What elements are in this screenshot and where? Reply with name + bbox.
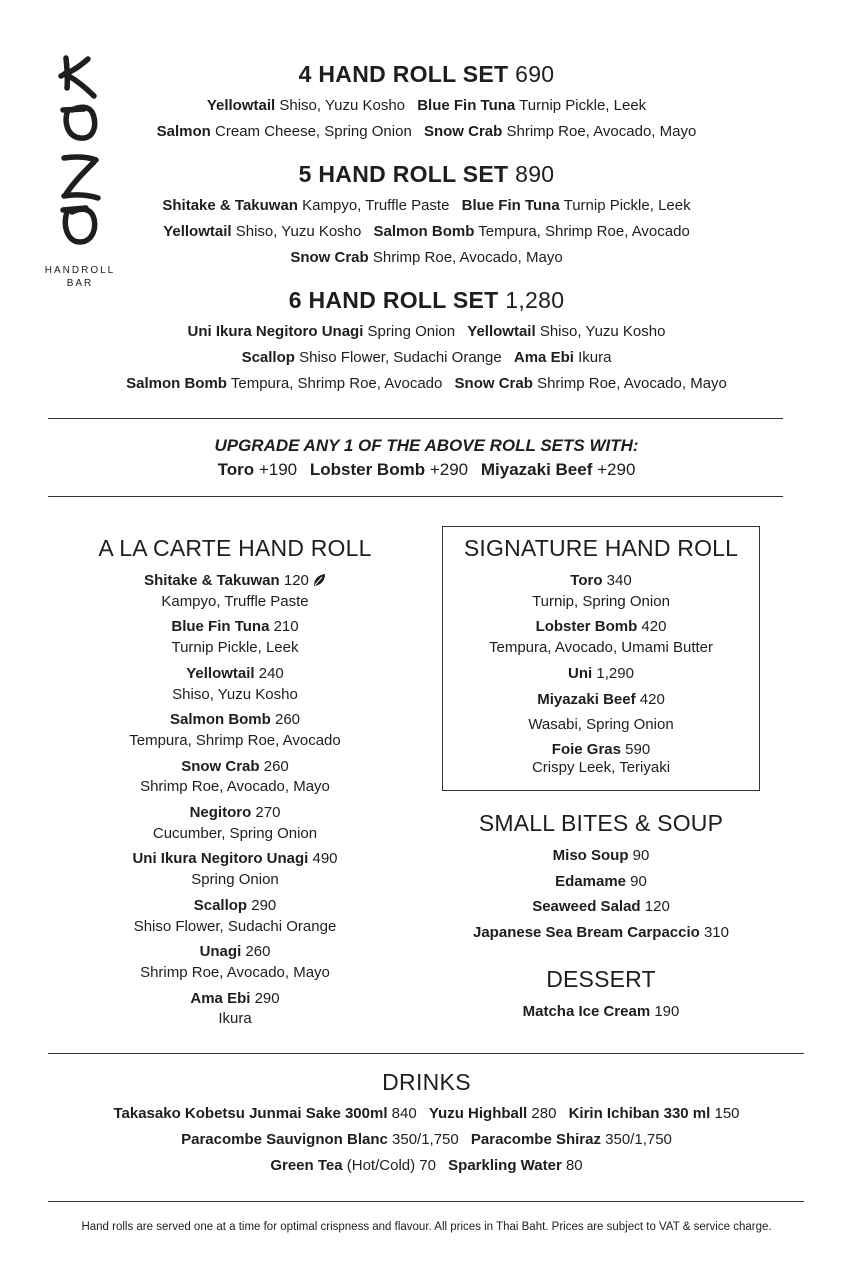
menu-item-name: Seaweed Salad (532, 898, 641, 916)
menu-item (70, 571, 400, 612)
menu-item-name: Edamame (555, 872, 626, 890)
drink-name: Paracombe Sauvignon Blanc (181, 1131, 388, 1148)
upgrade-item-price: +190 (258, 460, 298, 479)
section-title: A LA CARTE HAND ROLL (98, 535, 372, 561)
upgrade-item-name: Toro (217, 460, 255, 479)
menu-item (70, 942, 400, 983)
menu-item (442, 690, 760, 711)
menu-item (70, 803, 400, 844)
menu-item-name: Shitake & Takuwan (144, 572, 280, 589)
menu-item-name: Yellowtail (186, 664, 255, 682)
menu-item (442, 617, 760, 658)
menu-item (70, 664, 400, 705)
menu-item-name: Foie Gras (551, 740, 621, 758)
dessert-section (442, 964, 760, 1023)
menu-item-price: 310 (703, 924, 729, 942)
set-item-desc: Turnip Pickle, Leek (519, 97, 647, 114)
menu-item (70, 989, 400, 1030)
set-item-name: Scallop (241, 349, 295, 366)
leaf-icon (312, 573, 326, 587)
menu-item (442, 846, 760, 867)
menu-item-price: 120 (644, 898, 670, 916)
menu-item (442, 897, 760, 918)
menu-item-price: 90 (632, 847, 650, 864)
menu-item-desc-line (442, 715, 760, 736)
set-item-desc: Cream Cheese, Spring Onion (215, 123, 412, 140)
divider (48, 418, 783, 419)
menu-item (442, 741, 760, 777)
menu-item-price: 120 (283, 572, 309, 589)
set-price: 690 (515, 61, 555, 87)
set-item-name: Blue Fin Tuna (417, 97, 516, 114)
set-item-desc: Ikura (578, 349, 612, 366)
menu-item-price: 590 (625, 740, 651, 758)
set-line (0, 119, 853, 145)
menu-item-name: Uni Ikura Negitoro Unagi (132, 850, 309, 868)
set-line (0, 371, 853, 397)
set-5-hand-roll (0, 159, 853, 271)
menu-item-desc: Wasabi, Spring Onion (528, 716, 674, 734)
menu-item-desc: Kampyo, Truffle Paste (161, 592, 309, 610)
set-item-desc: Turnip Pickle, Leek (563, 197, 691, 214)
upgrade-item-price: +290 (597, 460, 636, 479)
set-item-name: Yellowtail (206, 97, 276, 114)
brand-subtitle-line1: HANDROLL (44, 265, 116, 276)
menu-item (70, 617, 400, 658)
drink-note: (Hot/Cold) (346, 1157, 416, 1174)
set-item-name: Blue Fin Tuna (461, 197, 560, 214)
set-item-name: Salmon Bomb (126, 375, 227, 392)
set-item-name: Salmon (156, 123, 211, 140)
drinks-section (0, 1067, 853, 1179)
menu-item (442, 872, 760, 893)
set-item-desc: Tempura, Shrimp Roe, Avocado (478, 223, 690, 240)
menu-item-name: Uni (568, 664, 593, 682)
drinks-line (0, 1153, 853, 1179)
menu-item-desc: Tempura, Avocado, Umami Butter (489, 639, 713, 657)
menu-item-name: Matcha Ice Cream (522, 1003, 651, 1020)
set-item-desc: Shiso Flower, Sudachi Orange (299, 349, 502, 366)
signature-section (442, 533, 760, 777)
set-price: 890 (515, 161, 555, 187)
set-item-name: Shitake & Takuwan (162, 197, 298, 214)
drink-name: Green Tea (270, 1157, 343, 1174)
set-item-desc: Shrimp Roe, Avocado, Mayo (506, 123, 697, 140)
menu-item-name: Negitoro (189, 804, 252, 822)
drink-name: Sparkling Water (448, 1157, 562, 1174)
set-line (0, 219, 853, 245)
menu-item-desc: Turnip, Spring Onion (532, 592, 670, 610)
small-bites-section (442, 808, 760, 944)
divider (48, 1053, 804, 1054)
menu-item-name: Scallop (193, 896, 248, 914)
upgrade-section (0, 434, 853, 482)
set-item-name: Snow Crab (423, 123, 503, 140)
menu-item-desc: Crispy Leek, Teriyaki (531, 758, 671, 776)
footer-note: Hand rolls are served one at a time for optimal crispness and flavour. All prices in Thai Baht. Prices are subject to VAT & service charge. (81, 1221, 772, 1233)
drink-price: 70 (419, 1157, 436, 1174)
set-title (0, 285, 853, 315)
menu-item-price: 490 (312, 850, 338, 868)
menu-item-price: 1,290 (596, 664, 634, 682)
menu-item-price: 420 (641, 618, 667, 636)
menu-item-name: Miso Soup (552, 847, 629, 864)
set-price: 1,280 (505, 287, 565, 313)
set-item-desc: Shrimp Roe, Avocado, Mayo (537, 375, 727, 392)
menu-item-price: 190 (654, 1003, 680, 1020)
set-item-desc: Spring Onion (367, 323, 456, 340)
drinks-line (0, 1127, 853, 1153)
set-title-text: 6 HAND ROLL SET (288, 287, 499, 313)
drink-price: 280 (531, 1105, 557, 1122)
brand-subtitle-line2: BAR (66, 278, 94, 289)
set-line (0, 245, 853, 271)
set-item-name: Ama Ebi (513, 349, 574, 366)
menu-item-desc: Shiso, Yuzu Kosho (172, 685, 298, 703)
drink-name: Takasako Kobetsu Junmai Sake 300ml (113, 1105, 388, 1122)
menu-item-name: Japanese Sea Bream Carpaccio (473, 924, 700, 942)
upgrade-item-price: +290 (429, 460, 469, 479)
set-6-hand-roll (0, 285, 853, 397)
set-line (0, 319, 853, 345)
set-item-desc: Shiso, Yuzu Kosho (235, 223, 362, 240)
menu-item (70, 710, 400, 751)
divider (48, 1201, 804, 1202)
set-line (0, 345, 853, 371)
set-line (0, 193, 853, 219)
upgrade-heading: UPGRADE ANY 1 OF THE ABOVE ROLL SETS WITH: (214, 436, 639, 455)
menu-item-desc: Tempura, Shrimp Roe, Avocado (129, 731, 341, 749)
drinks-line (0, 1101, 853, 1127)
menu-item-price: 210 (273, 618, 299, 636)
section-title: SMALL BITES & SOUP (478, 810, 724, 836)
set-item-desc: Kampyo, Truffle Paste (302, 197, 450, 214)
menu-item-price: 290 (254, 989, 280, 1007)
divider (48, 496, 783, 497)
drink-name: Yuzu Highball (428, 1105, 528, 1122)
drink-price: 840 (391, 1105, 417, 1122)
set-item-desc: Shiso, Yuzu Kosho (279, 97, 406, 114)
set-item-name: Snow Crab (290, 249, 369, 266)
upgrade-item-name: Miyazaki Beef (480, 460, 593, 479)
menu-item-name: Unagi (199, 943, 242, 961)
set-item-name: Yellowtail (467, 323, 536, 340)
set-item-name: Uni Ikura Negitoro Unagi (187, 323, 364, 340)
menu-item-desc: Spring Onion (191, 871, 279, 889)
set-title-text: 4 HAND ROLL SET (298, 61, 509, 87)
menu-item-name: Blue Fin Tuna (171, 618, 270, 636)
menu-item-desc: Shrimp Roe, Avocado, Mayo (140, 963, 330, 981)
upgrade-item-name: Lobster Bomb (309, 460, 426, 479)
drink-price: 350/1,750 (392, 1131, 459, 1148)
set-item-desc: Shrimp Roe, Avocado, Mayo (372, 249, 563, 266)
section-title: SIGNATURE HAND ROLL (463, 535, 739, 561)
set-item-name: Snow Crab (454, 375, 533, 392)
set-item-name: Yellowtail (163, 223, 232, 240)
menu-item-price: 270 (255, 804, 281, 822)
menu-item-desc: Turnip Pickle, Leek (171, 639, 299, 657)
set-item-desc: Tempura, Shrimp Roe, Avocado (230, 375, 443, 392)
menu-item-price: 290 (251, 896, 277, 914)
set-title-text: 5 HAND ROLL SET (298, 161, 509, 187)
drink-price: 150 (714, 1105, 740, 1122)
a-la-carte-section (70, 533, 400, 1030)
menu-item-name: Miyazaki Beef (537, 690, 636, 708)
menu-item-desc: Shrimp Roe, Avocado, Mayo (140, 778, 330, 796)
menu-item-price: 260 (263, 757, 289, 775)
menu-item-name: Lobster Bomb (535, 618, 638, 636)
menu-item (442, 923, 760, 944)
menu-item-price: 340 (606, 572, 632, 589)
drink-price: 80 (565, 1157, 583, 1174)
menu-item-name: Ama Ebi (190, 989, 251, 1007)
menu-item (442, 1002, 760, 1023)
upgrade-options (0, 458, 853, 482)
menu-item-name: Toro (570, 572, 603, 589)
menu-item (442, 571, 760, 612)
drink-name: Kirin Ichiban 330 ml (568, 1105, 711, 1122)
menu-item-price: 90 (630, 872, 647, 890)
drink-name: Paracombe Shiraz (470, 1131, 601, 1148)
menu-item (442, 664, 760, 685)
menu-item-price: 420 (639, 690, 665, 708)
menu-item (70, 849, 400, 890)
set-line (0, 93, 853, 119)
menu-item (70, 896, 400, 937)
menu-item-desc: Shiso Flower, Sudachi Orange (133, 917, 337, 935)
menu-item-name: Salmon Bomb (169, 711, 271, 729)
set-4-hand-roll (0, 59, 853, 145)
menu-item-desc: Cucumber, Spring Onion (152, 824, 318, 842)
set-title (0, 159, 853, 189)
set-title (0, 59, 853, 89)
menu-item-price: 260 (274, 711, 301, 729)
set-item-name: Salmon Bomb (373, 223, 475, 240)
menu-item-price: 240 (258, 664, 284, 682)
menu-item-desc: Ikura (218, 1010, 252, 1028)
menu-item-name: Snow Crab (181, 757, 260, 775)
menu-item (70, 757, 400, 798)
set-item-desc: Shiso, Yuzu Kosho (539, 323, 666, 340)
drink-price: 350/1,750 (605, 1131, 672, 1148)
section-title: DRINKS (382, 1069, 471, 1095)
section-title: DESSERT (546, 966, 656, 992)
menu-item-price: 260 (245, 943, 271, 961)
